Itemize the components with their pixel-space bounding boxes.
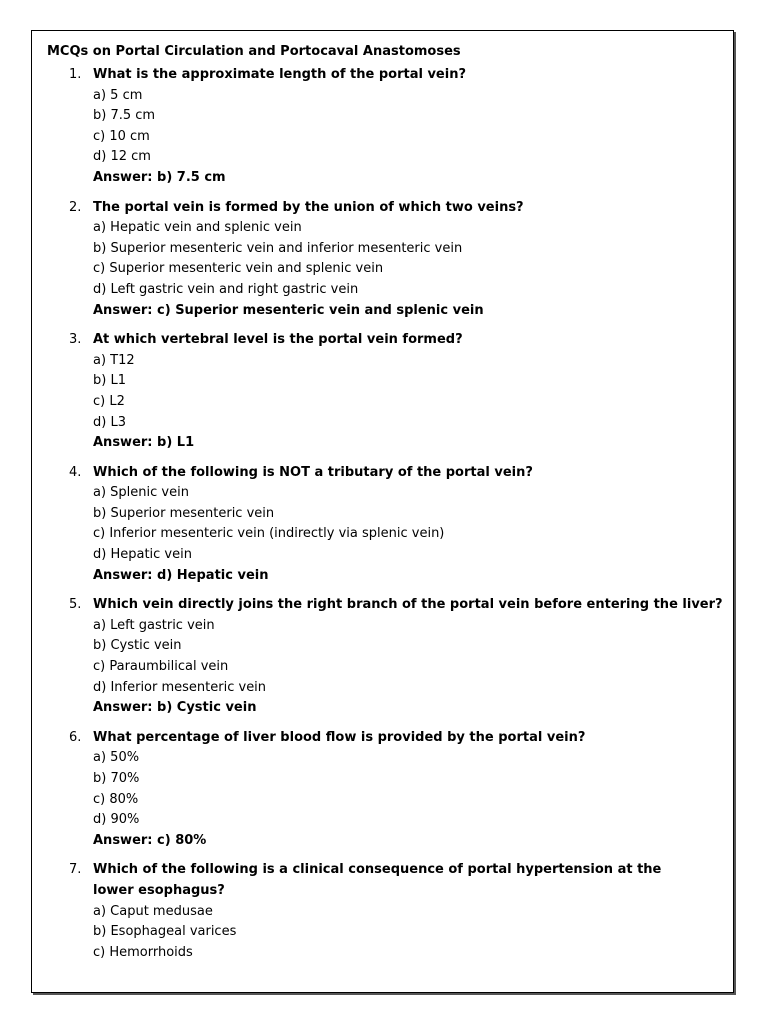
option-c: c) Superior mesenteric vein and splenic vein — [93, 261, 384, 277]
option-c: c) Paraumbilical vein — [93, 659, 229, 675]
option-b: b) Superior mesenteric vein and inferior mesenteric vein — [93, 240, 463, 256]
option-c: c) L2 — [93, 393, 125, 409]
question-number: 2. — [69, 199, 82, 215]
option-a: a) 5 cm — [93, 87, 143, 103]
question-number: 1. — [69, 67, 82, 82]
question-text: Which of the following is NOT a tributary of the portal vein? — [93, 464, 533, 480]
document-content — [47, 43, 727, 972]
option-d: d) Left gastric vein and right gastric vein — [93, 281, 359, 297]
answer-text: Answer: b) Cystic vein — [93, 700, 257, 716]
question-item — [47, 860, 727, 963]
question-item — [47, 330, 727, 454]
option-b: b) Superior mesenteric vein — [93, 505, 275, 521]
question-item — [47, 65, 727, 189]
option-d: d) Inferior mesenteric vein — [93, 679, 267, 695]
answer-text: Answer: c) Superior mesenteric vein and splenic vein — [93, 302, 484, 318]
question-item — [47, 463, 727, 587]
question-number: 5. — [69, 597, 82, 613]
question-text: Which of the following is a clinical consequence of portal hypertension at the lower esophagus? — [93, 862, 662, 898]
option-a: a) Left gastric vein — [93, 617, 215, 633]
option-c: c) 10 cm — [93, 128, 150, 144]
question-item — [47, 198, 727, 322]
document-title: MCQs on Portal Circulation and Portocaval Anastomoses — [47, 44, 461, 59]
option-c: c) 80% — [93, 791, 139, 807]
answer-text: Answer: b) 7.5 cm — [93, 169, 226, 185]
option-c: c) Hemorrhoids — [93, 944, 193, 960]
question-item — [47, 728, 727, 852]
question-text: What is the approximate length of the portal vein? — [93, 67, 466, 82]
option-b: b) L1 — [93, 373, 126, 389]
question-text: The portal vein is formed by the union of which two veins? — [93, 199, 524, 215]
option-b: b) Esophageal varices — [93, 924, 237, 940]
question-text: At which vertebral level is the portal vein formed? — [93, 332, 463, 348]
question-list — [47, 65, 727, 963]
option-d: d) Hepatic vein — [93, 547, 192, 563]
option-c: c) Inferior mesenteric vein (indirectly via splenic vein) — [93, 526, 445, 542]
question-item — [47, 595, 727, 719]
question-number: 4. — [69, 464, 82, 480]
option-d: d) 90% — [93, 812, 140, 828]
option-d: d) 12 cm — [93, 149, 151, 165]
question-text: What percentage of liver blood flow is provided by the portal vein? — [93, 729, 586, 745]
answer-text: Answer: c) 80% — [93, 832, 207, 848]
answer-text: Answer: d) Hepatic vein — [93, 567, 269, 583]
option-a: a) Splenic vein — [93, 485, 189, 501]
question-text: Which vein directly joins the right branch of the portal vein before entering the liver? — [93, 597, 723, 613]
option-a: a) 50% — [93, 750, 140, 766]
question-number: 7. — [69, 862, 82, 878]
option-b: b) 70% — [93, 771, 140, 786]
option-b: b) Cystic vein — [93, 638, 182, 654]
option-b: b) 7.5 cm — [93, 108, 156, 124]
option-a: a) T12 — [93, 352, 135, 368]
question-number: 3. — [69, 332, 82, 348]
option-a: a) Hepatic vein and splenic vein — [93, 220, 302, 236]
option-d: d) L3 — [93, 414, 126, 430]
option-a: a) Caput medusae — [93, 903, 213, 919]
answer-text: Answer: b) L1 — [93, 435, 195, 451]
question-number: 6. — [69, 729, 82, 745]
